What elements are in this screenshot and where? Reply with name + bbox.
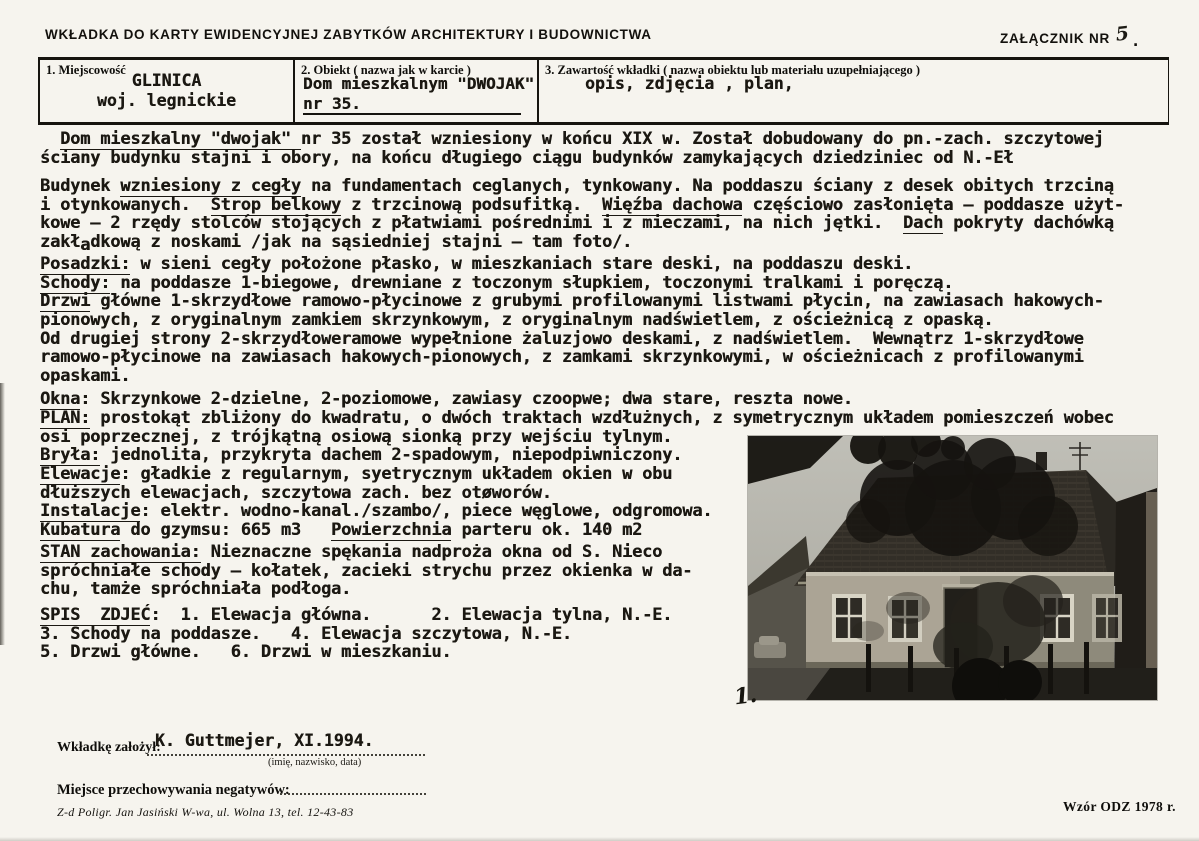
handwritten-figure-number: 1. [732, 681, 759, 711]
house-photograph [748, 436, 1157, 700]
typewritten-line: Drzwi główne 1-skrzydłowe ramowo-płycinowe z grubymi profilowanymi listwami płycin, na zawiasach hakowych- [40, 291, 1104, 312]
form-header-table [38, 57, 1169, 125]
typewritten-line: Schody: na poddasze 1-biegowe, drewniane z toczonym słupkiem, toczonymi tralkami i poręczą. [40, 272, 954, 293]
typewritten-line: Bryła: jednolita, przykryta dachem 2-spadowym, niepodpiwniczony. [40, 445, 683, 466]
house-photo-image [748, 436, 1157, 700]
handwritten-attachment-number: 5 [1114, 22, 1131, 46]
typewritten-line: kowe – 2 rzędy stolców stojących z płatwiami pośrednimi i z mieczami, na nich jętki. Dach pokryty dachówką [40, 213, 1114, 234]
field-locality-label: 1. Miejscowość [46, 63, 126, 77]
scan-edge-shadow [0, 383, 5, 645]
printer-imprint: Z-d Poligr. Jan Jasiński W-wa, ul. Wolna 13, tel. 12-43-83 [57, 805, 354, 819]
typewritten-line: 5. Drzwi główne. 6. Drzwi w mieszkaniu. [40, 642, 452, 663]
attachment-label: ZAŁĄCZNIK NR [1000, 31, 1111, 46]
typewritten-line: Dom mieszkalny "dwojak" nr 35 został wzniesiony w końcu XIX w. Został dobudowany do pn.-zach. szczytowej [60, 129, 1104, 149]
field-contents [539, 60, 1168, 122]
typewritten-line: opaskami. [40, 366, 131, 387]
paragraph [40, 502, 712, 539]
object-number-value: nr 35. [303, 94, 521, 115]
paragraph [40, 176, 1124, 256]
paragraph [40, 543, 692, 599]
handwritten-period: . [1133, 30, 1139, 50]
typewritten-line: Kubatura do gzymsu: 665 m3 Powierzchnia parteru ok. 140 m2 [40, 519, 643, 540]
field-object-label: 2. Obiekt ( nazwa jak w karcie ) [301, 63, 471, 77]
field-contents-label: 3. Zawartość wkładki ( nazwa obiektu lub materiału uzupełniającego ) [545, 63, 921, 77]
typewritten-line: zakładkową z noskami /jak na sąsiedniej stajni – tam foto/. [40, 232, 633, 256]
typewritten-line: pionowych, z oryginalnym zamkiem skrzynkowym, z oryginalnym nadświetlem, z ościeżnicą z opaską. [40, 310, 994, 331]
attachment-number-block [1000, 22, 1139, 50]
founder-hint: (imię, nazwisko, data) [268, 757, 362, 768]
negatives-label: Miejsce przechowywania negatywów: [57, 782, 290, 798]
scan-bottom-shadow [0, 837, 1199, 841]
voivodeship-value: woj. legnickie [96, 91, 237, 110]
paragraph [40, 130, 1104, 167]
typewritten-line: 3. Schody na poddasze. 4. Elewacja szczytowa, N.-E. [40, 623, 572, 644]
field-object [295, 60, 539, 122]
typewritten-line: Budynek wzniesiony z cegły na fundamentach ceglanych, tynkowany. Na poddaszu ściany z desek obitych trzciną [40, 176, 1114, 196]
founder-label: Wkładkę założył: [57, 740, 161, 755]
negatives-dotted-line [280, 777, 426, 795]
typewritten-line: PLAN: prostokąt zbliżony do kwadratu, o dwóch traktach wzdłużnych, z symetrycznym układem pomieszczeń wobec [40, 408, 1114, 428]
field-locality [40, 60, 295, 122]
typewritten-line: osi poprzecznej, z trójkątną osiową sionką przy wejściu tylnym. [40, 426, 673, 447]
form-pattern-note: Wzór ODZ 1978 r. [1063, 799, 1176, 814]
typewritten-line: STAN zachowania: Nieznaczne spękania nadproża okna od S. Nieco [40, 542, 663, 562]
paragraph [40, 255, 1104, 386]
typewritten-line: Od drugiej strony 2-skrzydłoweramowe wypełnione żaluzjowo deskami, z nadświetlem. Wewnątrz 1-skrzydłowe [40, 328, 1084, 349]
typewritten-line: ramowo-płycinowe na zawiasach hakowych-pionowych, z zamkami skrzynkowymi, w ościeżnicach z profilowanymi [40, 347, 1084, 368]
typewritten-line: Instalacje: elektr. wodno-kanal./szambo/, piece węglowe, odgromowa. [40, 501, 713, 521]
paragraph [40, 390, 853, 409]
founder-value: K. Guttmejer, XI.1994. [155, 731, 374, 750]
contents-value: opis, zdjęcia , plan, [585, 74, 794, 93]
typewritten-line: i otynkowanych. Strop belkowy z trzcinową podsufitką. Więźba dachowa częściowo zasłonięta – poddasze użyt- [40, 194, 1124, 215]
typewritten-line: Elewacje: gładkie z regularnym, syetrycznym układem okien w obu [40, 464, 673, 485]
typewritten-line: ściany budynku stajni i obory, na końcu długiego ciągu budynków zamykających dziedziniec od N.-Eł [40, 147, 1014, 168]
paragraph [40, 606, 672, 662]
typewritten-line: SPIS ZDJEĆ: 1. Elewacja główna. 2. Elewacja tylna, N.-E. [40, 605, 673, 625]
typewritten-line: Posadzki: w sieni cegły położone płasko, w mieszkaniach stare deski, na poddaszu deski. [40, 254, 914, 274]
page-title: WKŁADKA DO KARTY EWIDENCYJNEJ ZABYTKÓW ARCHITEKTURY I BUDOWNICTWA [45, 27, 652, 42]
typewritten-line: Okna: Skrzynkowe 2-dzielne, 2-poziomowe, zawiasy czoopwe; dwa stare, reszta nowe. [40, 389, 853, 409]
typewritten-line: chu, tamże spróchniała podłoga. [40, 579, 352, 600]
typewritten-line: dłuższych elewacjach, szczytowa zach. bez otøworów. [40, 482, 552, 503]
locality-value: GLINICA [131, 71, 202, 90]
object-name-value: Dom mieszkalnym "DWOJAK" [303, 74, 535, 93]
typewritten-line: spróchniałe schody – kołatek, zacieki strychu przez okienka w da- [40, 560, 693, 581]
